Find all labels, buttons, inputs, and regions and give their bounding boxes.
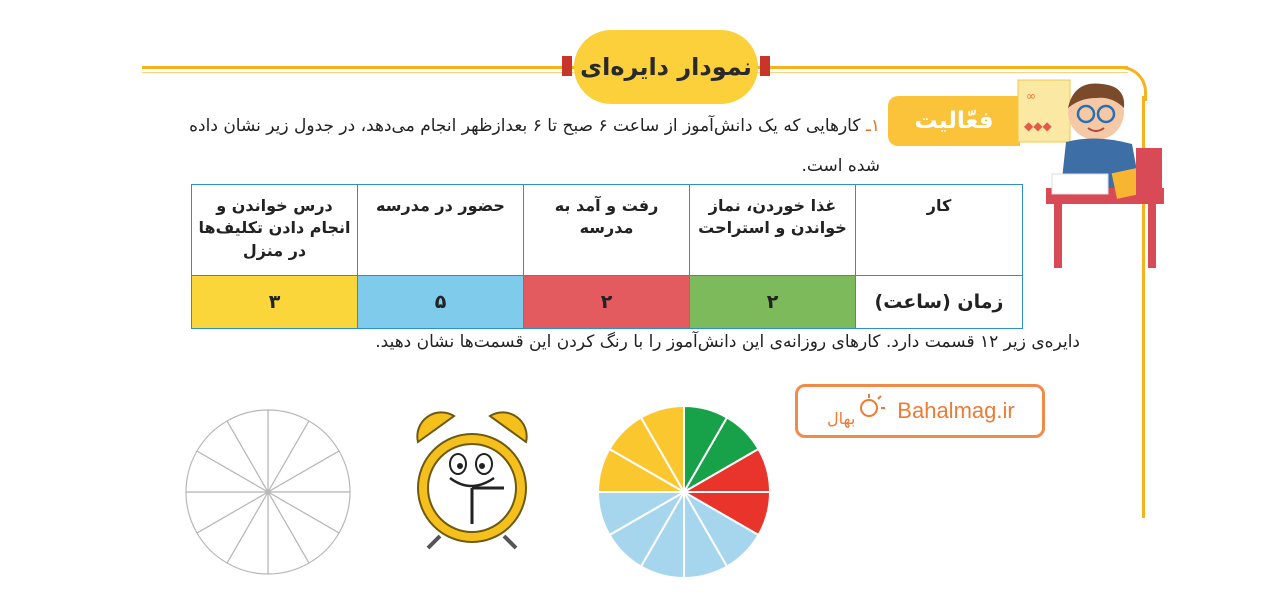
- title-cap-right: [760, 56, 770, 76]
- colored-pie-chart: [594, 402, 774, 582]
- page-title-text: نمودار دایره‌ای: [580, 53, 752, 81]
- sticker-logo-text: بهال: [827, 409, 856, 428]
- table-task-4: درس خواندن و انجام دادن تکلیف‌ها در منزل: [192, 185, 358, 276]
- svg-text:◆◆◆: ◆◆◆: [1024, 119, 1052, 133]
- page-title: [574, 30, 758, 104]
- table-task-1: غذا خوردن، نماز خواندن و استراحت: [690, 185, 856, 276]
- activity-badge-text: فعّالیت: [914, 108, 994, 134]
- title-cap-left: [562, 56, 572, 76]
- table-time-label: زمان (ساعت): [856, 276, 1023, 329]
- table-hours-2: ۲: [524, 276, 690, 329]
- activity-text: [180, 106, 880, 186]
- table-hours-1: ۲: [690, 276, 856, 329]
- table-row: [192, 276, 1023, 329]
- sticker-text[interactable]: Bahalmag.ir: [897, 398, 1015, 423]
- table-hours-4: ۳: [192, 276, 358, 329]
- activity-table: [191, 184, 1023, 329]
- table-task-3: حضور در مدرسه: [358, 185, 524, 276]
- table-row: [192, 185, 1023, 276]
- activity-sentence: کارهایی که یک دانش‌آموز از ساعت ۶ صبح تا ۶ بعدازظهر انجام می‌دهد، در جدول زیر نشان داده شده است.: [189, 116, 880, 176]
- instruction-sentence: دایره‌ی زیر ۱۲ قسمت دارد. کارهای روزانه‌ی این دانش‌آموز را با رنگ کردن این قسمت‌ها نشان دهید.: [375, 332, 1080, 352]
- activity-badge: [888, 96, 1020, 146]
- alarm-clock-icon: [410, 408, 534, 550]
- sun-logo-icon: [825, 394, 885, 428]
- empty-pie-circle[interactable]: [182, 406, 354, 578]
- svg-text:∞: ∞: [1026, 89, 1036, 103]
- table-row-header: کار: [856, 185, 1023, 276]
- instruction-text: [300, 332, 1080, 352]
- table-task-2: رفت و آمد به مدرسه: [524, 185, 690, 276]
- table-hours-3: ۵: [358, 276, 524, 329]
- student-illustration-icon: [1016, 78, 1166, 270]
- bahalmag-sticker[interactable]: [795, 384, 1045, 438]
- activity-number: ۱ـ: [865, 116, 880, 136]
